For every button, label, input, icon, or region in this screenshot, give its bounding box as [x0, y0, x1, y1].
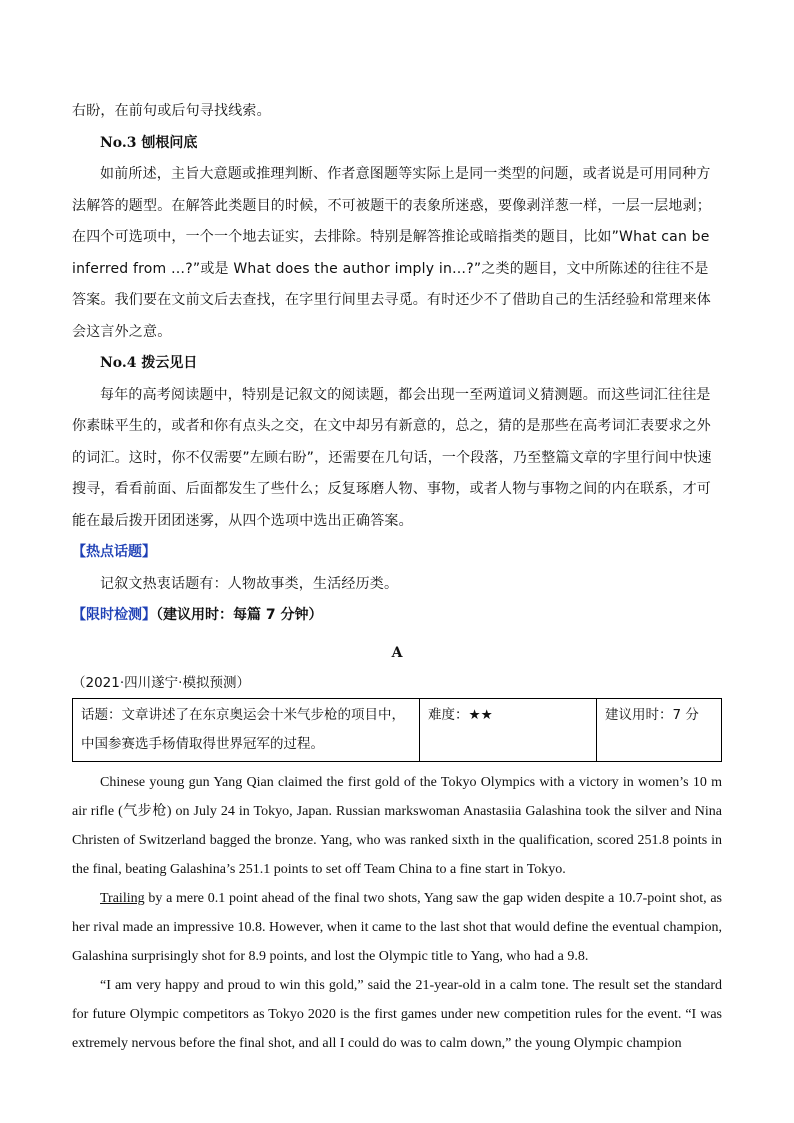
topic-cell: 话题：文章讲述了在东京奥运会十米气步枪的项目中，中国参赛选手杨倩取得世界冠军的过程。 [73, 698, 420, 761]
paragraph-continuation: 右盼，在前句或后句寻找线索。 [72, 103, 271, 119]
passage-paragraph-2-text: by a mere 0.1 point ahead of the final two shots, Yang saw the gap widen despite a 10.7-point shot, as her rival made an impressive 10.8. However, when it came to the last shot that would define the eventual champion, Galashina surprisingly shot for 8.9 points, and lost the Olympic title to Yang, who had a 9.8. [72, 890, 722, 964]
section-body-no3: 如前所述，主旨大意题或推理判断、作者意图题等实际上是同一类型的问题，或者说是可用同种方法解答的题型。在解答此类题目的时候，不可被题干的表象所迷惑，要像剥洋葱一样，一层一层地剥；在四个可选项中，一个一个地去证实，去排除。特别是解答推论或暗指类的题目，比如”What can be inferred from …?”或是 What does the author imply in…?”之类的题目，文中所陈述的往往不是答案。我们要在文前文后去查找，在字里行间里去寻觅。有时还少不了借助自己的生活经验和常理来体会这言外之意。 [72, 166, 711, 340]
passage-info-table [72, 698, 722, 762]
underlined-word-trailing: Trailing [100, 890, 145, 906]
hot-topic-heading: 【热点话题】 [72, 544, 156, 560]
timed-test-heading [72, 600, 722, 632]
hot-topic-body: 记叙文热衷话题有：人物故事类，生活经历类。 [100, 575, 399, 592]
section-body-no4: 每年的高考阅读题中，特别是记叙文的阅读题，都会出现一至两道词义猜测题。而这些词汇往往是你素昧平生的，或者和你有点头之交，在文中却另有新意的，总之，猜的是那些在高考词汇表要求之外的词汇。这时，你不仅需要”左顾右盼”，还需要在几句话，一个段落，乃至整篇文章的字里行间中快速搜寻，看看前面、后面都发生了些什么；反复琢磨人物、事物，或者人物与事物之间的内在联系，才可能在最后拨开团团迷雾，从四个选项中选出正确答案。 [72, 386, 712, 529]
difficulty-stars: ★★ [468, 706, 493, 723]
section-heading-no4: No.4 拨云见日 [100, 355, 198, 371]
passage-paragraph-2 [72, 884, 722, 971]
difficulty-label: 难度： [428, 706, 469, 723]
passage-paragraph-3: “I am very happy and proud to win this gold,” said the 21-year-old in a calm tone. The result set the standard for future Olympic competitors as Tokyo 2020 is the first games under new competition rules for the event. “I was extremely nervous before the final shot, and all I could do was to calm down,” the young Olympic champion [72, 977, 722, 1051]
document-page [72, 96, 722, 1058]
passage-letter: A [391, 644, 403, 661]
passage-paragraph-1: Chinese young gun Yang Qian claimed the first gold of the Tokyo Olympics with a victory in women’s 10 m air rifle (气步枪) on July 24 in Tokyo, Japan. Russian markswoman Anastasiia Galashina took the silver and Nina Christen of Switzerland bagged the bronze. Yang, who was ranked sixth in the qualification, scored 251.8 points in the final, beating Galashina’s 251.1 points to set off Team China to a fine start in Tokyo. [72, 774, 722, 877]
passage-source: （2021·四川遂宁·模拟预测） [72, 674, 250, 691]
suggested-time-cell: 建议用时：7 分 [597, 698, 722, 761]
section-heading-no3: No.3 刨根问底 [100, 134, 198, 151]
timed-test-duration: （建议用时：每篇 7 分钟） [156, 607, 323, 623]
difficulty-cell [420, 698, 597, 761]
timed-test-label: 【限时检测】 [72, 607, 156, 623]
